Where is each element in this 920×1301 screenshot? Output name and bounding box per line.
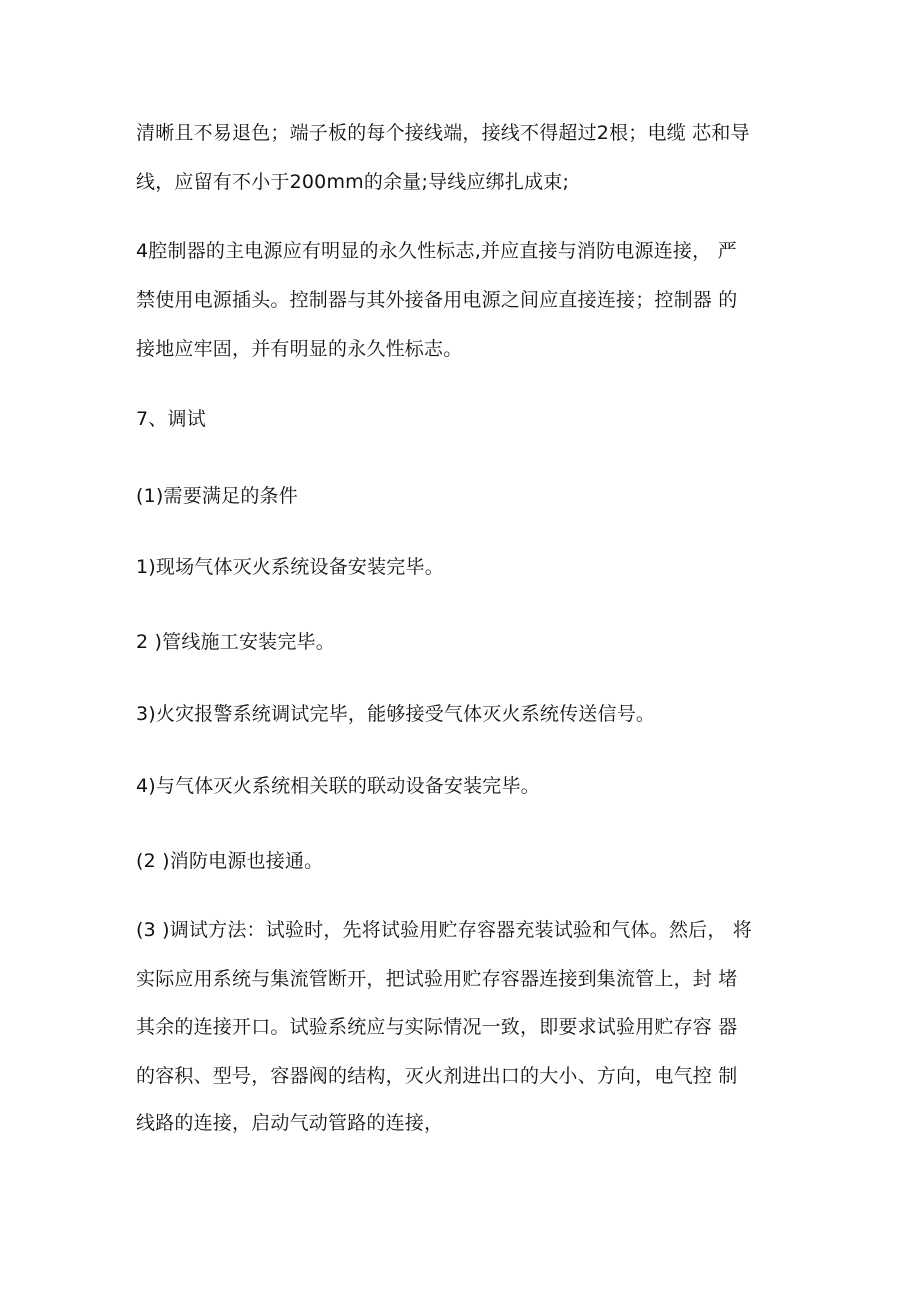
condition-item-3: 3)火灾报警系统调试完毕，能够接受气体灭火系统传送信号。 — [136, 703, 656, 725]
condition-item-2: 2 )管线施工安装完毕。 — [136, 631, 335, 653]
subsection-1-heading: (1)需要满足的条件 — [136, 485, 298, 507]
subsection-2-heading: (2 )消防电源也接通。 — [136, 850, 324, 872]
condition-item-1: 1)现场气体灭火系统设备安装完毕。 — [136, 556, 444, 578]
subsection-3-line-2: 实际应用系统与集流管断开，把试验用贮存容器连接到集流管上，封 堵 — [136, 968, 738, 990]
subsection-3-line-1: (3 )调试方法：试验时，先将试验用贮存容器充装试验和气体。然后， 将 — [136, 919, 752, 941]
paragraph-2-line-3: 接地应牢固，并有明显的永久性标志。 — [136, 338, 463, 360]
paragraph-2-line-1: 4腔制器的主电源应有明显的永久性标志,并应直接与消防电源连接， 严 — [136, 240, 737, 262]
subsection-3-line-5: 线路的连接，启动气动管路的连接， — [136, 1112, 444, 1134]
condition-item-4: 4)与气体灭火系统相关联的联动设备安装完毕。 — [136, 775, 540, 797]
paragraph-1-line-2: 线，应留有不小于200mm的余量;导线应绑扎成束; — [136, 171, 570, 193]
subsection-3-line-4: 的容积、型号，容器阀的结构，灭火剂进出口的大小、方向，电气控 制 — [136, 1065, 738, 1087]
subsection-3-line-3: 其余的连接开口。试验系统应与实际情况一致，即要求试验用贮存容 器 — [136, 1016, 738, 1038]
section-heading-7: 7、调试 — [136, 408, 206, 430]
paragraph-2-line-2: 禁使用电源插头。控制器与其外接备用电源之间应直接连接；控制器 的 — [136, 289, 738, 311]
paragraph-1-line-1: 清晰且不易退色；端子板的每个接线端，接线不得超过2根；电缆 芯和导 — [136, 122, 750, 144]
